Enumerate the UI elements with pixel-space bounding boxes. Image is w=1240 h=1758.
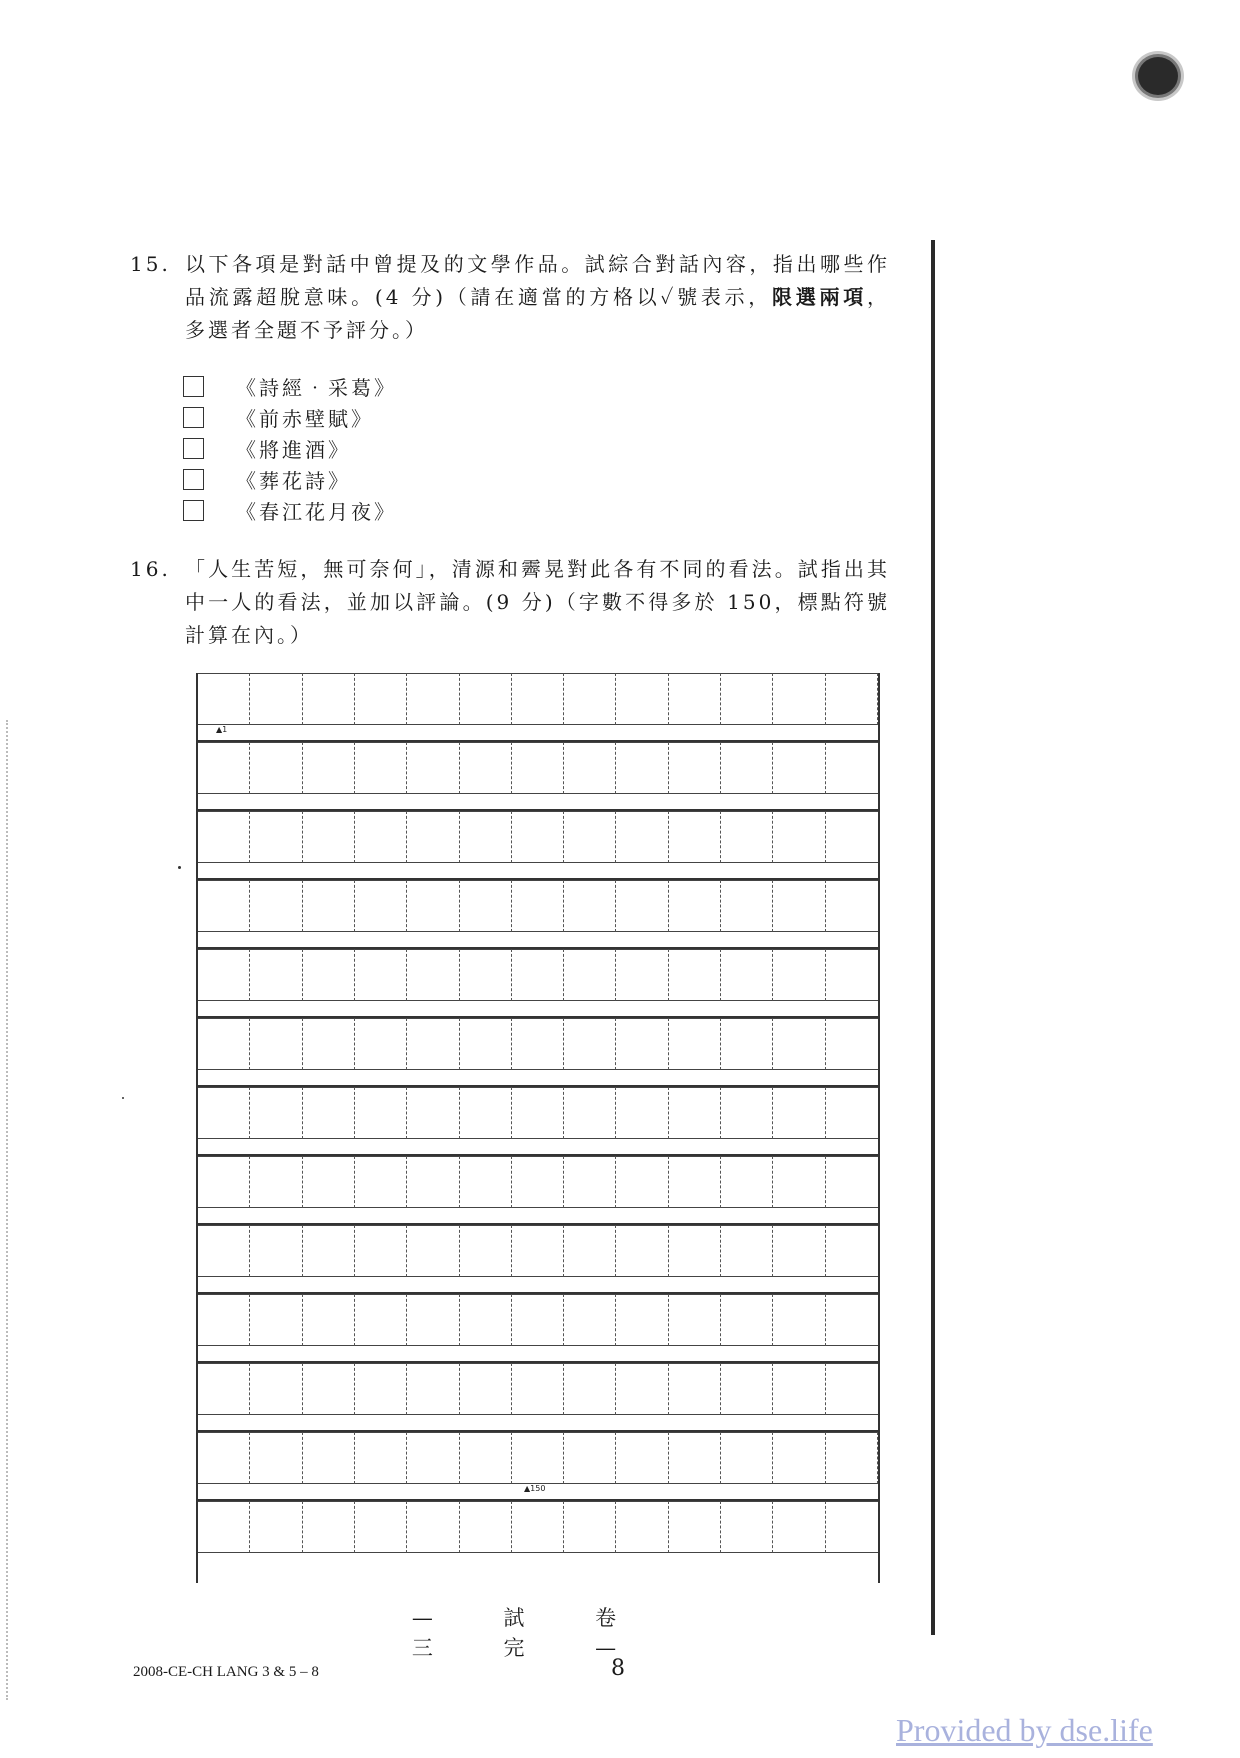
grid-row bbox=[198, 1085, 878, 1154]
grid-cell[interactable] bbox=[773, 880, 825, 932]
provided-by-watermark[interactable]: Provided by dse.life bbox=[896, 1712, 1153, 1748]
grid-cell[interactable] bbox=[669, 811, 721, 863]
grid-cell[interactable] bbox=[407, 949, 459, 1001]
grid-cell[interactable] bbox=[721, 1432, 773, 1484]
grid-row bbox=[198, 1499, 878, 1568]
grid-cell[interactable] bbox=[721, 1225, 773, 1277]
grid-cell[interactable] bbox=[407, 880, 459, 932]
grid-cell[interactable] bbox=[826, 1363, 878, 1415]
scan-speck bbox=[178, 866, 181, 869]
grid-cell[interactable] bbox=[460, 1225, 512, 1277]
grid-cell[interactable] bbox=[564, 1225, 616, 1277]
grid-cell[interactable] bbox=[512, 1087, 564, 1139]
grid-cell[interactable] bbox=[721, 742, 773, 794]
grid-cell[interactable] bbox=[721, 1156, 773, 1208]
option-item[interactable] bbox=[183, 402, 397, 433]
grid-cell[interactable] bbox=[250, 1294, 302, 1346]
grid-cell[interactable] bbox=[826, 1087, 878, 1139]
option-item[interactable] bbox=[183, 464, 397, 495]
question-number: 16. bbox=[130, 557, 171, 581]
grid-cell[interactable] bbox=[198, 1501, 250, 1553]
grid-row bbox=[198, 673, 878, 740]
option-label: 《詩經‧采葛》 bbox=[236, 376, 397, 400]
grid-cell[interactable] bbox=[355, 1294, 407, 1346]
grid-cell[interactable] bbox=[564, 742, 616, 794]
grid-cell[interactable] bbox=[773, 1363, 825, 1415]
grid-cell[interactable] bbox=[198, 1018, 250, 1070]
grid-cell[interactable] bbox=[250, 949, 302, 1001]
option-label: 《前赤壁賦》 bbox=[236, 407, 374, 431]
grid-cell[interactable] bbox=[303, 1294, 355, 1346]
grid-cell[interactable] bbox=[721, 1363, 773, 1415]
question-16 bbox=[130, 553, 890, 652]
grid-cell[interactable] bbox=[616, 1087, 668, 1139]
grid-cell[interactable] bbox=[616, 1363, 668, 1415]
grid-cell[interactable] bbox=[250, 1501, 302, 1553]
grid-cell[interactable] bbox=[303, 1501, 355, 1553]
grid-row bbox=[198, 809, 878, 878]
grid-cell[interactable] bbox=[669, 673, 721, 725]
grid-cell[interactable] bbox=[250, 1156, 302, 1208]
grid-cell[interactable] bbox=[355, 949, 407, 1001]
grid-cell[interactable] bbox=[460, 1294, 512, 1346]
grid-cell[interactable] bbox=[460, 1156, 512, 1208]
grid-cell[interactable] bbox=[512, 1018, 564, 1070]
grid-cell[interactable] bbox=[669, 1294, 721, 1346]
question-text: 以下各項是對話中曾提及的文學作品。試綜合對話內容，指出哪些作品流露超脫意味。(4 分)（請在適當的方格以✓號表示，限選兩項，多選者全題不予評分。） bbox=[185, 252, 890, 342]
question-text: 「人生苦短，無可奈何」，清源和霽晃對此各有不同的看法。試指出其中一人的看法，並加以評論。(9 分)（字數不得多於 150，標點符號計算在內。） bbox=[185, 557, 890, 647]
grid-cell[interactable] bbox=[616, 742, 668, 794]
question-number: 15. bbox=[130, 252, 171, 276]
grid-cell[interactable] bbox=[773, 1156, 825, 1208]
grid-cell[interactable] bbox=[303, 673, 355, 725]
grid-cell[interactable] bbox=[355, 1363, 407, 1415]
grid-cell[interactable] bbox=[826, 811, 878, 863]
checkbox[interactable] bbox=[183, 376, 204, 397]
grid-cell[interactable] bbox=[198, 1363, 250, 1415]
bold-instruction: 限選兩項 bbox=[772, 285, 867, 309]
grid-cell[interactable] bbox=[616, 1156, 668, 1208]
grid-cell[interactable] bbox=[669, 742, 721, 794]
footer-code: 2008-CE-CH LANG 3 & 5 – 8 bbox=[133, 1664, 319, 1680]
grid-cell[interactable] bbox=[773, 1501, 825, 1553]
grid-cell[interactable] bbox=[355, 1018, 407, 1070]
grid-cell[interactable] bbox=[303, 880, 355, 932]
grid-cell[interactable] bbox=[460, 1501, 512, 1553]
grid-cell[interactable] bbox=[564, 1363, 616, 1415]
grid-cell[interactable] bbox=[826, 1018, 878, 1070]
grid-cell[interactable] bbox=[407, 811, 459, 863]
grid-cell[interactable] bbox=[407, 1018, 459, 1070]
option-item[interactable] bbox=[183, 495, 397, 526]
grid-cell[interactable] bbox=[303, 1156, 355, 1208]
grid-cell[interactable] bbox=[407, 1363, 459, 1415]
grid-cell[interactable] bbox=[826, 949, 878, 1001]
grid-marker-end: ▲150 bbox=[524, 1484, 546, 1493]
option-item[interactable] bbox=[183, 433, 397, 464]
grid-cell[interactable] bbox=[250, 673, 302, 725]
grid-row bbox=[198, 1292, 878, 1361]
grid-cell[interactable] bbox=[460, 880, 512, 932]
grid-cell[interactable] bbox=[721, 1501, 773, 1553]
checkbox[interactable] bbox=[183, 407, 204, 428]
grid-cell[interactable] bbox=[512, 1432, 564, 1484]
grid-cell[interactable] bbox=[826, 1501, 878, 1553]
checkbox[interactable] bbox=[183, 469, 204, 490]
grid-cell[interactable] bbox=[669, 1087, 721, 1139]
grid-cell[interactable] bbox=[826, 1225, 878, 1277]
grid-cell[interactable] bbox=[616, 673, 668, 725]
grid-cell[interactable] bbox=[303, 1225, 355, 1277]
checkbox[interactable] bbox=[183, 438, 204, 459]
end-of-paper: — 試 卷 三 完 — bbox=[411, 1606, 649, 1660]
grid-cell[interactable] bbox=[616, 1501, 668, 1553]
grid-cell[interactable] bbox=[826, 1432, 878, 1484]
option-label: 《葬花詩》 bbox=[236, 469, 351, 493]
grid-cell[interactable] bbox=[616, 949, 668, 1001]
grid-row bbox=[198, 1361, 878, 1430]
grid-cell[interactable] bbox=[407, 1501, 459, 1553]
grid-cell[interactable] bbox=[564, 949, 616, 1001]
grid-cell[interactable] bbox=[512, 811, 564, 863]
grid-cell[interactable] bbox=[669, 949, 721, 1001]
grid-cell[interactable] bbox=[460, 673, 512, 725]
grid-cell[interactable] bbox=[669, 1363, 721, 1415]
grid-cell[interactable] bbox=[721, 1294, 773, 1346]
grid-cell[interactable] bbox=[669, 1225, 721, 1277]
grid-cell[interactable] bbox=[198, 1432, 250, 1484]
grid-cell[interactable] bbox=[773, 1225, 825, 1277]
grid-row bbox=[198, 1154, 878, 1223]
grid-cell[interactable] bbox=[407, 1087, 459, 1139]
grid-row bbox=[198, 1430, 878, 1499]
option-item[interactable] bbox=[183, 371, 397, 402]
grid-cell[interactable] bbox=[512, 673, 564, 725]
grid-cell[interactable] bbox=[250, 1087, 302, 1139]
grid-cell[interactable] bbox=[773, 949, 825, 1001]
grid-cell[interactable] bbox=[721, 1018, 773, 1070]
checkbox[interactable] bbox=[183, 500, 204, 521]
grid-cell[interactable] bbox=[303, 1018, 355, 1070]
grid-cell[interactable] bbox=[460, 1018, 512, 1070]
grid-cell[interactable] bbox=[773, 1018, 825, 1070]
grid-cell[interactable] bbox=[355, 742, 407, 794]
grid-row bbox=[198, 740, 878, 809]
grid-cell[interactable] bbox=[355, 811, 407, 863]
grid-cell[interactable] bbox=[721, 811, 773, 863]
grid-cell[interactable] bbox=[512, 742, 564, 794]
grid-cell[interactable] bbox=[616, 811, 668, 863]
grid-cell[interactable] bbox=[512, 1363, 564, 1415]
grid-cell[interactable] bbox=[407, 742, 459, 794]
grid-cell[interactable] bbox=[826, 1294, 878, 1346]
grid-cell[interactable] bbox=[407, 1432, 459, 1484]
grid-cell[interactable] bbox=[198, 949, 250, 1001]
grid-cell[interactable] bbox=[198, 1087, 250, 1139]
grid-cell[interactable] bbox=[721, 1087, 773, 1139]
grid-cell[interactable] bbox=[773, 673, 825, 725]
grid-cell[interactable] bbox=[250, 811, 302, 863]
grid-cell[interactable] bbox=[669, 1018, 721, 1070]
grid-cell[interactable] bbox=[198, 811, 250, 863]
grid-cell[interactable] bbox=[669, 1156, 721, 1208]
grid-cell[interactable] bbox=[564, 1156, 616, 1208]
q15-options bbox=[183, 371, 397, 526]
grid-cell[interactable] bbox=[303, 1087, 355, 1139]
grid-cell[interactable] bbox=[250, 880, 302, 932]
grid-cell[interactable] bbox=[564, 673, 616, 725]
grid-cell[interactable] bbox=[512, 880, 564, 932]
grid-cell[interactable] bbox=[407, 1225, 459, 1277]
grid-cell[interactable] bbox=[407, 1156, 459, 1208]
grid-cell[interactable] bbox=[773, 811, 825, 863]
grid-cell[interactable] bbox=[773, 742, 825, 794]
grid-cell[interactable] bbox=[355, 1225, 407, 1277]
grid-cell[interactable] bbox=[460, 742, 512, 794]
grid-cell[interactable] bbox=[669, 1432, 721, 1484]
grid-cell[interactable] bbox=[198, 1294, 250, 1346]
grid-cell[interactable] bbox=[407, 1294, 459, 1346]
grid-cell[interactable] bbox=[773, 1294, 825, 1346]
grid-cell[interactable] bbox=[512, 1294, 564, 1346]
grid-cell[interactable] bbox=[564, 1087, 616, 1139]
grid-cell[interactable] bbox=[721, 880, 773, 932]
grid-cell[interactable] bbox=[355, 880, 407, 932]
grid-cell[interactable] bbox=[512, 949, 564, 1001]
grid-cell[interactable] bbox=[303, 1432, 355, 1484]
grid-cell[interactable] bbox=[460, 811, 512, 863]
grid-cell[interactable] bbox=[669, 880, 721, 932]
grid-cell[interactable] bbox=[355, 673, 407, 725]
grid-cell[interactable] bbox=[616, 880, 668, 932]
grid-cell[interactable] bbox=[826, 742, 878, 794]
grid-cell[interactable] bbox=[826, 880, 878, 932]
grid-cell[interactable] bbox=[721, 949, 773, 1001]
grid-cell[interactable] bbox=[303, 1363, 355, 1415]
left-edge-dots bbox=[6, 720, 10, 1700]
option-label: 《將進酒》 bbox=[236, 438, 351, 462]
answer-grid[interactable] bbox=[196, 673, 880, 1583]
grid-row bbox=[198, 878, 878, 947]
grid-cell[interactable] bbox=[250, 742, 302, 794]
grid-cell[interactable] bbox=[616, 1225, 668, 1277]
grid-cell[interactable] bbox=[250, 1225, 302, 1277]
grid-cell[interactable] bbox=[355, 1501, 407, 1553]
grid-cell[interactable] bbox=[564, 880, 616, 932]
exam-seal-icon bbox=[1138, 57, 1178, 95]
grid-cell[interactable] bbox=[250, 1432, 302, 1484]
grid-cell[interactable] bbox=[512, 1225, 564, 1277]
grid-cell[interactable] bbox=[616, 1294, 668, 1346]
grid-row bbox=[198, 1223, 878, 1292]
grid-cell[interactable] bbox=[250, 1018, 302, 1070]
option-label: 《春江花月夜》 bbox=[236, 500, 397, 524]
grid-cell[interactable] bbox=[303, 949, 355, 1001]
grid-cell[interactable] bbox=[355, 1156, 407, 1208]
grid-cell[interactable] bbox=[355, 1087, 407, 1139]
grid-cell[interactable] bbox=[355, 1432, 407, 1484]
grid-cell[interactable] bbox=[669, 1501, 721, 1553]
grid-row bbox=[198, 1016, 878, 1085]
grid-cell[interactable] bbox=[303, 742, 355, 794]
grid-cell[interactable] bbox=[460, 1087, 512, 1139]
grid-cell[interactable] bbox=[826, 673, 878, 725]
grid-cell[interactable] bbox=[198, 1156, 250, 1208]
grid-cell[interactable] bbox=[512, 1501, 564, 1553]
grid-cell[interactable] bbox=[460, 949, 512, 1001]
grid-cell[interactable] bbox=[303, 811, 355, 863]
page-number: 8 bbox=[611, 1656, 625, 1681]
grid-cell[interactable] bbox=[198, 673, 250, 725]
grid-cell[interactable] bbox=[616, 1018, 668, 1070]
grid-cell[interactable] bbox=[407, 673, 459, 725]
grid-cell[interactable] bbox=[512, 1156, 564, 1208]
grid-cell[interactable] bbox=[460, 1363, 512, 1415]
grid-cell[interactable] bbox=[773, 1087, 825, 1139]
grid-cell[interactable] bbox=[198, 1225, 250, 1277]
grid-cell[interactable] bbox=[564, 1294, 616, 1346]
grid-marker-start: ▲1 bbox=[216, 725, 228, 734]
question-15 bbox=[130, 248, 890, 347]
grid-cell[interactable] bbox=[564, 811, 616, 863]
grid-cell[interactable] bbox=[564, 1501, 616, 1553]
grid-cell[interactable] bbox=[826, 1156, 878, 1208]
grid-cell[interactable] bbox=[721, 673, 773, 725]
grid-cell[interactable] bbox=[250, 1363, 302, 1415]
margin-rule bbox=[931, 240, 935, 1635]
grid-cell[interactable] bbox=[773, 1432, 825, 1484]
grid-cell[interactable] bbox=[616, 1432, 668, 1484]
grid-cell[interactable] bbox=[564, 1432, 616, 1484]
grid-cell[interactable] bbox=[564, 1018, 616, 1070]
grid-cell[interactable] bbox=[198, 742, 250, 794]
grid-row bbox=[198, 947, 878, 1016]
grid-cell[interactable] bbox=[460, 1432, 512, 1484]
scan-speck bbox=[122, 1097, 124, 1099]
grid-cell[interactable] bbox=[198, 880, 250, 932]
